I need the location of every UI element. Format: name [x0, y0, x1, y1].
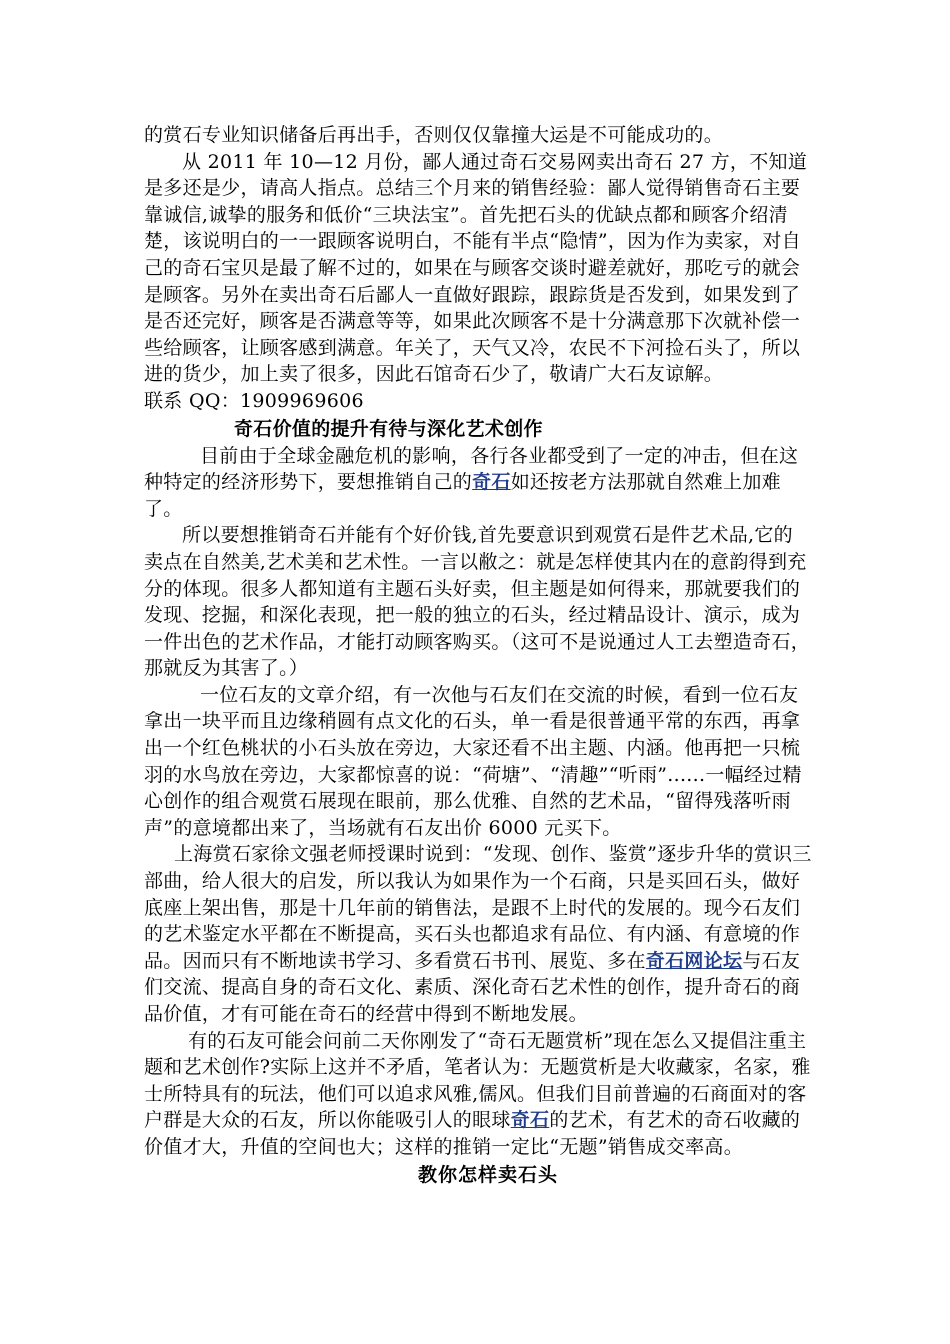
qishi-forum-link[interactable]: 奇石网论坛	[645, 949, 743, 972]
document-body	[144, 122, 812, 1189]
text: 如还按老方法那就自然难上加难了。	[144, 471, 781, 520]
section-title: 奇石价值的提升有待与深化艺术创作	[234, 417, 543, 440]
qishi-link[interactable]: 奇石	[510, 1109, 550, 1132]
qishi-link[interactable]: 奇石	[472, 471, 511, 494]
text: 有的石友可能会问前二天你刚发了“奇石无题赏析”现在怎么又提倡注重主题和艺术创作?实际上这并不矛盾，笔者认为：无题赏析是大收藏家，名家，雅士所特具有的玩法，他们可以追求风雅,儒风。但我们目前普遍的石商面对的客户群是大众的石友，所以你能吸引人的眼球	[144, 1029, 811, 1132]
paragraph: 一位石友的文章介绍，有一次他与石友们在交流的时候，看到一位石友拿出一块平而且边缘稍圆有点文化的石头，单一看是很普通平常的东西，再拿出一个红色桃状的小石头放在旁边，大家还看不出主题、内涵。他再把一只梳羽的水鸟放在旁边，大家都惊喜的说：“荷塘”、“清趣”“听雨”......一幅经过精心创作的组合观赏石展现在眼前，那么优雅、自然的艺术品，“留得残落听雨声”的意境都出来了，当场就有石友出价 6000 元买下。	[144, 683, 802, 839]
text: 上海赏石家徐文强老师授课时说到：“发现、创作、鉴赏”逐步升华的赏识三部曲，给人很大的启发，所以我认为如果作为一个石商，只是买回石头，做好底座上架出售，那是十几年前的销售法，是跟不上时代的发展的。现今石友们的艺术鉴定水平都在不断提高，买石头也都追求有品位、有内涵、有意境的作品。因而只有不断地读书学习、多看赏石书刊、展览、多在	[144, 843, 812, 972]
paragraph: 从 2011 年 10—12 月份，鄙人通过奇石交易网卖出奇石 27 方，不知道是多还是少，请高人指点。总结三个月来的销售经验：鄙人觉得销售奇石主要靠诚信,诚挚的服务和低价“三块法宝”。首先把石头的优缺点都和顾客介绍清楚，该说明白的一一跟顾客说明白，不能有半点“隐情”，因为作为卖家，对自己的奇石宝贝是最了解不过的，如果在与顾客交谈时避差就好，那吃亏的就会是顾客。另外在卖出奇石后鄙人一直做好跟踪，跟踪货是否发到，如果发到了是否还完好，顾客是否满意等等，如果此次顾客不是十分满意那下次就补偿一些给顾客，让顾客感到满意。年关了，天气又冷，农民不下河捡石头了，所以进的货少，加上卖了很多，因此石馆奇石少了，敬请广大石友谅解。	[144, 150, 808, 386]
paragraph: 的赏石专业知识储备后再出手，否则仅仅靠撞大运是不可能成功的。	[144, 124, 724, 146]
text: 目前由于全球金融危机的影响，各行各业都受到了一定的冲击，但在这种特定的经济形势下，要想推销自己的	[144, 444, 799, 494]
contact-line: 联系 QQ：1909969606	[144, 389, 364, 412]
paragraph: 所以要想推销奇石并能有个好价钱,首先要意识到观赏石是件艺术品,它的卖点在自然美,艺术美和艺术性。一言以敝之：就是怎样使其内在的意韵得到充分的体现。很多人都知道有主题石头好卖，但主题是如何得来，那就要我们的发现、挖掘，和深化表现，把一般的独立的石头，经过精品设计、演示，成为一件出色的艺术作品，才能打动顾客购买。（这可不是说通过人工去塑造奇石，那就反为其害了。）	[144, 524, 811, 680]
paragraph	[144, 841, 812, 1027]
paragraph	[144, 1028, 812, 1161]
text: 的艺术，有艺术的奇石收藏的价值才大，升值的空间也大；这样的推销一定比“无题”销售成交率高。	[144, 1109, 801, 1158]
section-title: 教你怎样卖石头	[418, 1163, 559, 1186]
text: 与石友们交流、提高自身的奇石文化、素质、深化奇石艺术性的创作，提升奇石的商品价值，才有可能在奇石的经营中得到不断地发展。	[144, 949, 801, 1025]
paragraph	[144, 443, 812, 523]
